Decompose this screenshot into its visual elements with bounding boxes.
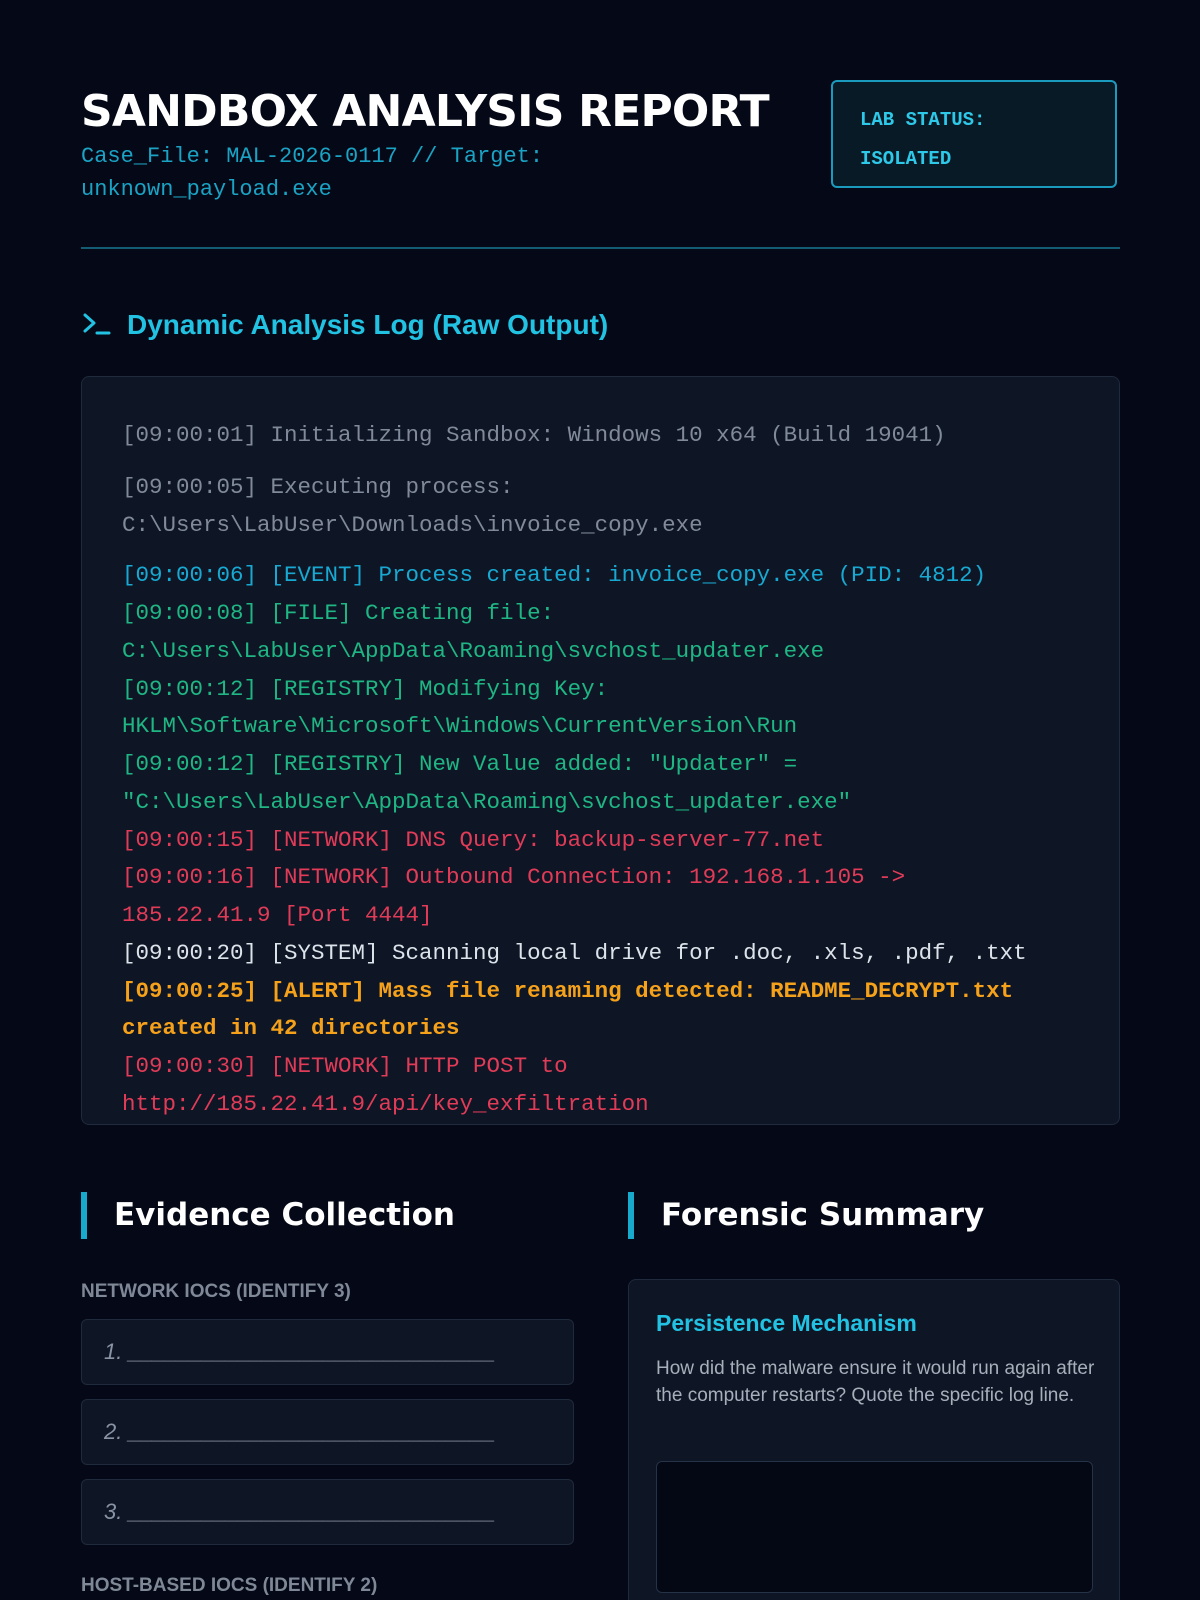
- network-ioc-field-2[interactable]: [81, 1399, 574, 1465]
- lab-status-badge: [831, 80, 1117, 188]
- log-line: [09:00:20] [SYSTEM] Scanning local drive for .doc, .xls, .pdf, .txt: [122, 940, 1027, 966]
- log-section-heading: Dynamic Analysis Log (Raw Output): [127, 309, 609, 340]
- host-iocs-label: HOST-BASED IOCS (IDENTIFY 2): [81, 1575, 378, 1596]
- persistence-card: [628, 1279, 1120, 1600]
- network-ioc-placeholder: 1. ______________________________: [104, 1339, 496, 1364]
- case-file-line: Case_File: MAL-2026-0117 // Target:: [81, 144, 544, 169]
- log-line: 185.22.41.9 [Port 4444]: [122, 902, 433, 928]
- persistence-card-title: Persistence Mechanism: [656, 1310, 917, 1336]
- log-line: created in 42 directories: [122, 1015, 460, 1041]
- summary-heading-accent: [628, 1192, 634, 1239]
- log-line: "C:\Users\LabUser\AppData\Roaming\svchost_updater.exe": [122, 789, 852, 815]
- analysis-log-panel[interactable]: [81, 376, 1120, 1125]
- report-title: SANDBOX ANALYSIS REPORT: [81, 86, 769, 137]
- evidence-heading-accent: [81, 1192, 87, 1239]
- persistence-answer-field[interactable]: [656, 1461, 1093, 1593]
- network-ioc-field-1[interactable]: [81, 1319, 574, 1385]
- log-line: HKLM\Software\Microsoft\Windows\CurrentVersion\Run: [122, 713, 798, 739]
- log-line: C:\Users\LabUser\AppData\Roaming\svchost_updater.exe: [122, 638, 825, 664]
- terminal-prompt-icon: [82, 311, 112, 337]
- log-line: [09:00:06] [EVENT] Process created: invoice_copy.exe (PID: 4812): [122, 562, 987, 588]
- log-line: [09:00:12] [REGISTRY] New Value added: "Updater" =: [122, 751, 798, 777]
- persistence-card-question: How did the malware ensure it would run again after the computer restarts? Quote the specific log line.: [656, 1358, 1095, 1406]
- log-line: [09:00:05] Executing process:: [122, 474, 514, 500]
- case-target-line: unknown_payload.exe: [81, 177, 332, 202]
- log-line: [09:00:08] [FILE] Creating file:: [122, 600, 555, 626]
- log-line: http://185.22.41.9/api/key_exfiltration: [122, 1091, 649, 1117]
- network-iocs-label: NETWORK IOCS (IDENTIFY 3): [81, 1281, 351, 1302]
- lab-status-label: LAB STATUS:: [860, 109, 986, 131]
- log-line: [09:00:12] [REGISTRY] Modifying Key:: [122, 676, 609, 702]
- evidence-heading: Evidence Collection: [114, 1197, 455, 1233]
- log-line: C:\Users\LabUser\Downloads\invoice_copy.exe: [122, 512, 703, 538]
- log-line: [09:00:15] [NETWORK] DNS Query: backup-server-77.net: [122, 827, 825, 853]
- log-line: [09:00:25] [ALERT] Mass file renaming detected: README_DECRYPT.txt: [122, 978, 1014, 1004]
- log-line: [09:00:16] [NETWORK] Outbound Connection: 192.168.1.105 ->: [122, 864, 906, 890]
- network-ioc-placeholder: 3. ______________________________: [104, 1499, 496, 1524]
- log-line: [09:00:30] [NETWORK] HTTP POST to: [122, 1053, 568, 1079]
- network-ioc-field-3[interactable]: [81, 1479, 574, 1545]
- lab-status-value: ISOLATED: [860, 148, 952, 170]
- summary-heading: Forensic Summary: [661, 1197, 985, 1233]
- log-line: [09:00:01] Initializing Sandbox: Windows 10 x64 (Build 19041): [122, 422, 946, 448]
- header-divider: [81, 247, 1120, 249]
- network-ioc-placeholder: 2. ______________________________: [104, 1419, 496, 1444]
